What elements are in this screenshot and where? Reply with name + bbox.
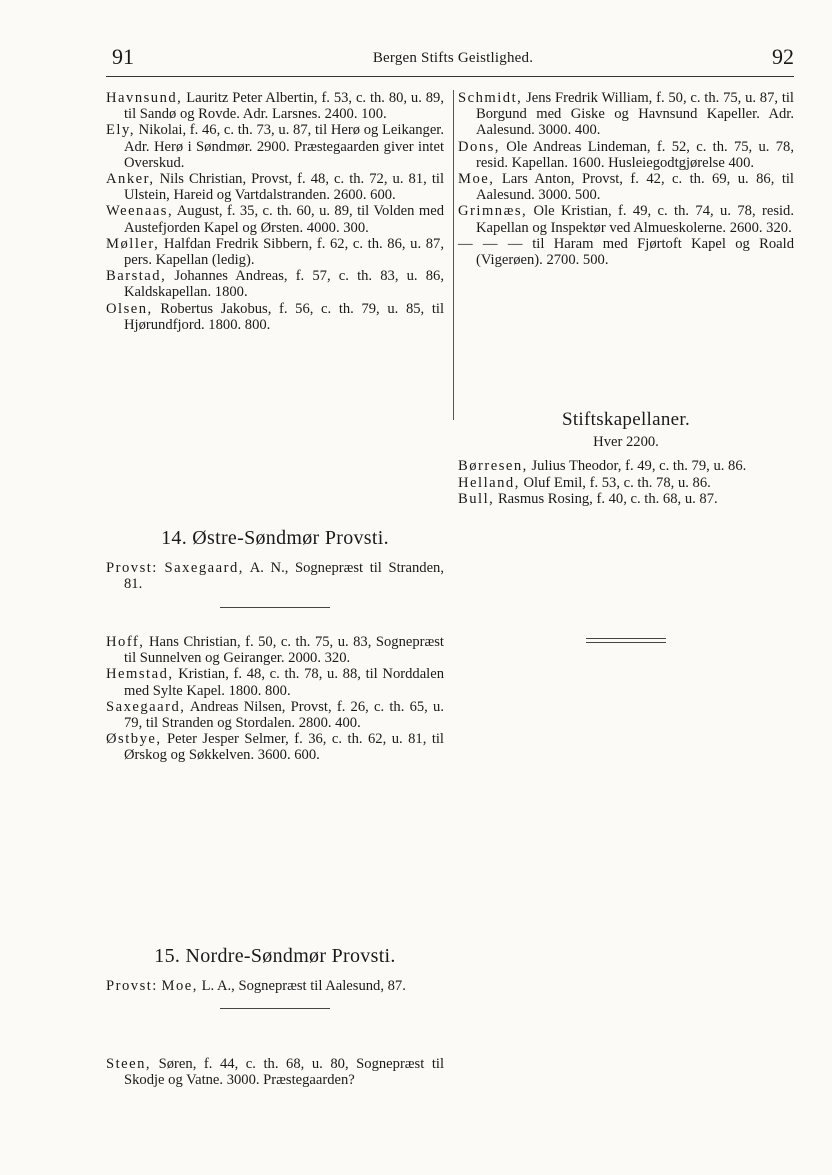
list-item: Olsen, Robertus Jakobus, f. 56, c. th. 79, u. 85, til Hjørundfjord. 1800. 800. — [106, 300, 444, 333]
entry-name: Møller, — [106, 235, 160, 252]
list-item: Weenaas, August, f. 35, c. th. 60, u. 89, til Volden med Austefjorden Kapel og Ørsten. 4000. 300. — [106, 203, 444, 236]
entry-name: Østbye, — [106, 731, 162, 748]
entry-name: Steen, — [106, 1056, 152, 1072]
list-item: Barstad, Johannes Andreas, f. 57, c. th. 83, u. 86, Kaldskapellan. 1800. — [106, 268, 444, 301]
entry-name: — — — — [458, 235, 523, 252]
header-rule — [106, 76, 794, 77]
running-title: Bergen Stifts Geistlighed. — [372, 50, 534, 66]
list-item: Steen, Søren, f. 44, c. th. 68, u. 80, Sognepræst til Skodje og Vatne. 3000. Præstegaarden? — [106, 1056, 444, 1089]
page-header — [112, 44, 794, 74]
entry-name: Børresen, — [458, 458, 528, 475]
list-item: Hemstad, Kristian, f. 48, c. th. 78, u. 88, til Norddalen med Sylte Kapel. 1800. 800. — [106, 666, 444, 699]
list-item: Moe, Lars Anton, Provst, f. 42, c. th. 69, u. 86, til Aalesund. 3000. 500. — [458, 171, 794, 204]
entry-name: Bull, — [458, 490, 495, 507]
double-rule — [586, 638, 666, 643]
entry-name: Havnsund, — [106, 90, 183, 106]
provst-name: Moe, — [161, 978, 198, 995]
entry-name: Barstad, — [106, 268, 167, 285]
entry-name: Olsen, — [106, 300, 153, 317]
end-rule — [458, 638, 794, 643]
section-title: Stiftskapellaner. — [561, 409, 691, 430]
stiftskapellaner-section — [458, 409, 794, 507]
entry-name: Saxegaard, — [106, 698, 186, 715]
provst-line: Provst: Moe, L. A., Sognepræst til Aalesund, 87. — [106, 978, 406, 995]
list-item: Dons, Ole Andreas Lindeman, f. 52, c. th. 75, u. 78, resid. Kapellan. 1600. Husleiegodtgjørelse 400. — [458, 138, 794, 171]
list-item: Havnsund, Lauritz Peter Albertin, f. 53, c. th. 80, u. 89, til Sandø og Rovde. Adr. Larsnes. 2400. 100. — [106, 90, 444, 123]
list-item: Hoff, Hans Christian, f. 50, c. th. 75, u. 83, Sognepræst til Sunnelven og Geiranger. 2000. 320. — [106, 634, 444, 667]
left-column-entries — [106, 90, 444, 333]
entry-name: Hoff, — [106, 634, 145, 650]
entry-name: Anker, — [106, 171, 155, 188]
section-title: 15. Nordre-Søndmør Provsti. — [154, 945, 396, 967]
list-item: Schmidt, Jens Fredrik William, f. 50, c. th. 75, u. 87, til Borgund med Giske og Havnsund Kapeller. Adr. Aalesund. 3000. 400. — [458, 90, 794, 139]
section-15-entries — [106, 1056, 444, 1088]
left-page-number: 91 — [112, 44, 134, 69]
list-item: Bull, Rasmus Rosing, f. 40, c. th. 68, u. 87. — [458, 490, 718, 507]
list-item: — — — til Haram med Fjørtoft Kapel og Roald (Vigerøen). 2700. 500. — [458, 235, 795, 269]
section-rule — [220, 607, 330, 608]
section-title: 14. Østre-Søndmør Provsti. — [161, 527, 389, 549]
section-14 — [106, 527, 444, 608]
section-15 — [106, 945, 444, 1009]
list-item: Ely, Nikolai, f. 46, c. th. 73, u. 87, til Herø og Leikanger. Adr. Herø i Søndmør. 2900. Præstegaarden giver intet Overskud. — [106, 122, 444, 171]
entry-name: Moe, — [458, 171, 495, 188]
section-subtitle: Hver 2200. — [593, 434, 659, 451]
entry-name: Helland, — [458, 474, 520, 491]
entry-name: Weenaas, — [106, 203, 174, 220]
list-item: Grimnæs, Ole Kristian, f. 49, c. th. 74, u. 78, resid. Kapellan og Inspektør ved Almueskolerne. 2600. 320. — [458, 203, 794, 236]
list-item: Østbye, Peter Jesper Selmer, f. 36, c. th. 62, u. 81, til Ørskog og Søkkelven. 3600. 600. — [106, 731, 444, 764]
list-item: Anker, Nils Christian, Provst, f. 48, c. th. 72, u. 81, til Ulstein, Hareid og Vartdalstranden. 2600. 600. — [106, 171, 444, 204]
right-column-entries — [458, 90, 794, 268]
list-item: Saxegaard, Andreas Nilsen, Provst, f. 26, c. th. 65, u. 79, til Stranden og Stordalen. 2800. 400. — [106, 698, 444, 732]
column-divider — [453, 90, 454, 420]
provst-name: Saxegaard, — [164, 560, 244, 577]
list-item: Børresen, Julius Theodor, f. 49, c. th. 79, u. 86. — [458, 458, 747, 475]
section-14-entries — [106, 634, 444, 764]
section-rule — [220, 1008, 330, 1009]
provst-line: Provst: Saxegaard, A. N., Sognepræst til Stranden, 81. — [106, 560, 444, 593]
entry-name: Hemstad, — [106, 666, 174, 683]
list-item: Møller, Halfdan Fredrik Sibbern, f. 62, c. th. 86, u. 87, pers. Kapellan (ledig). — [106, 235, 444, 269]
entry-name: Schmidt, — [458, 90, 523, 106]
entry-name: Grimnæs, — [458, 203, 528, 220]
entry-name: Dons, — [458, 138, 500, 155]
right-page-number: 92 — [772, 44, 794, 69]
list-item: Helland, Oluf Emil, f. 53, c. th. 78, u. 86. — [458, 474, 711, 491]
entry-name: Ely, — [106, 122, 135, 139]
